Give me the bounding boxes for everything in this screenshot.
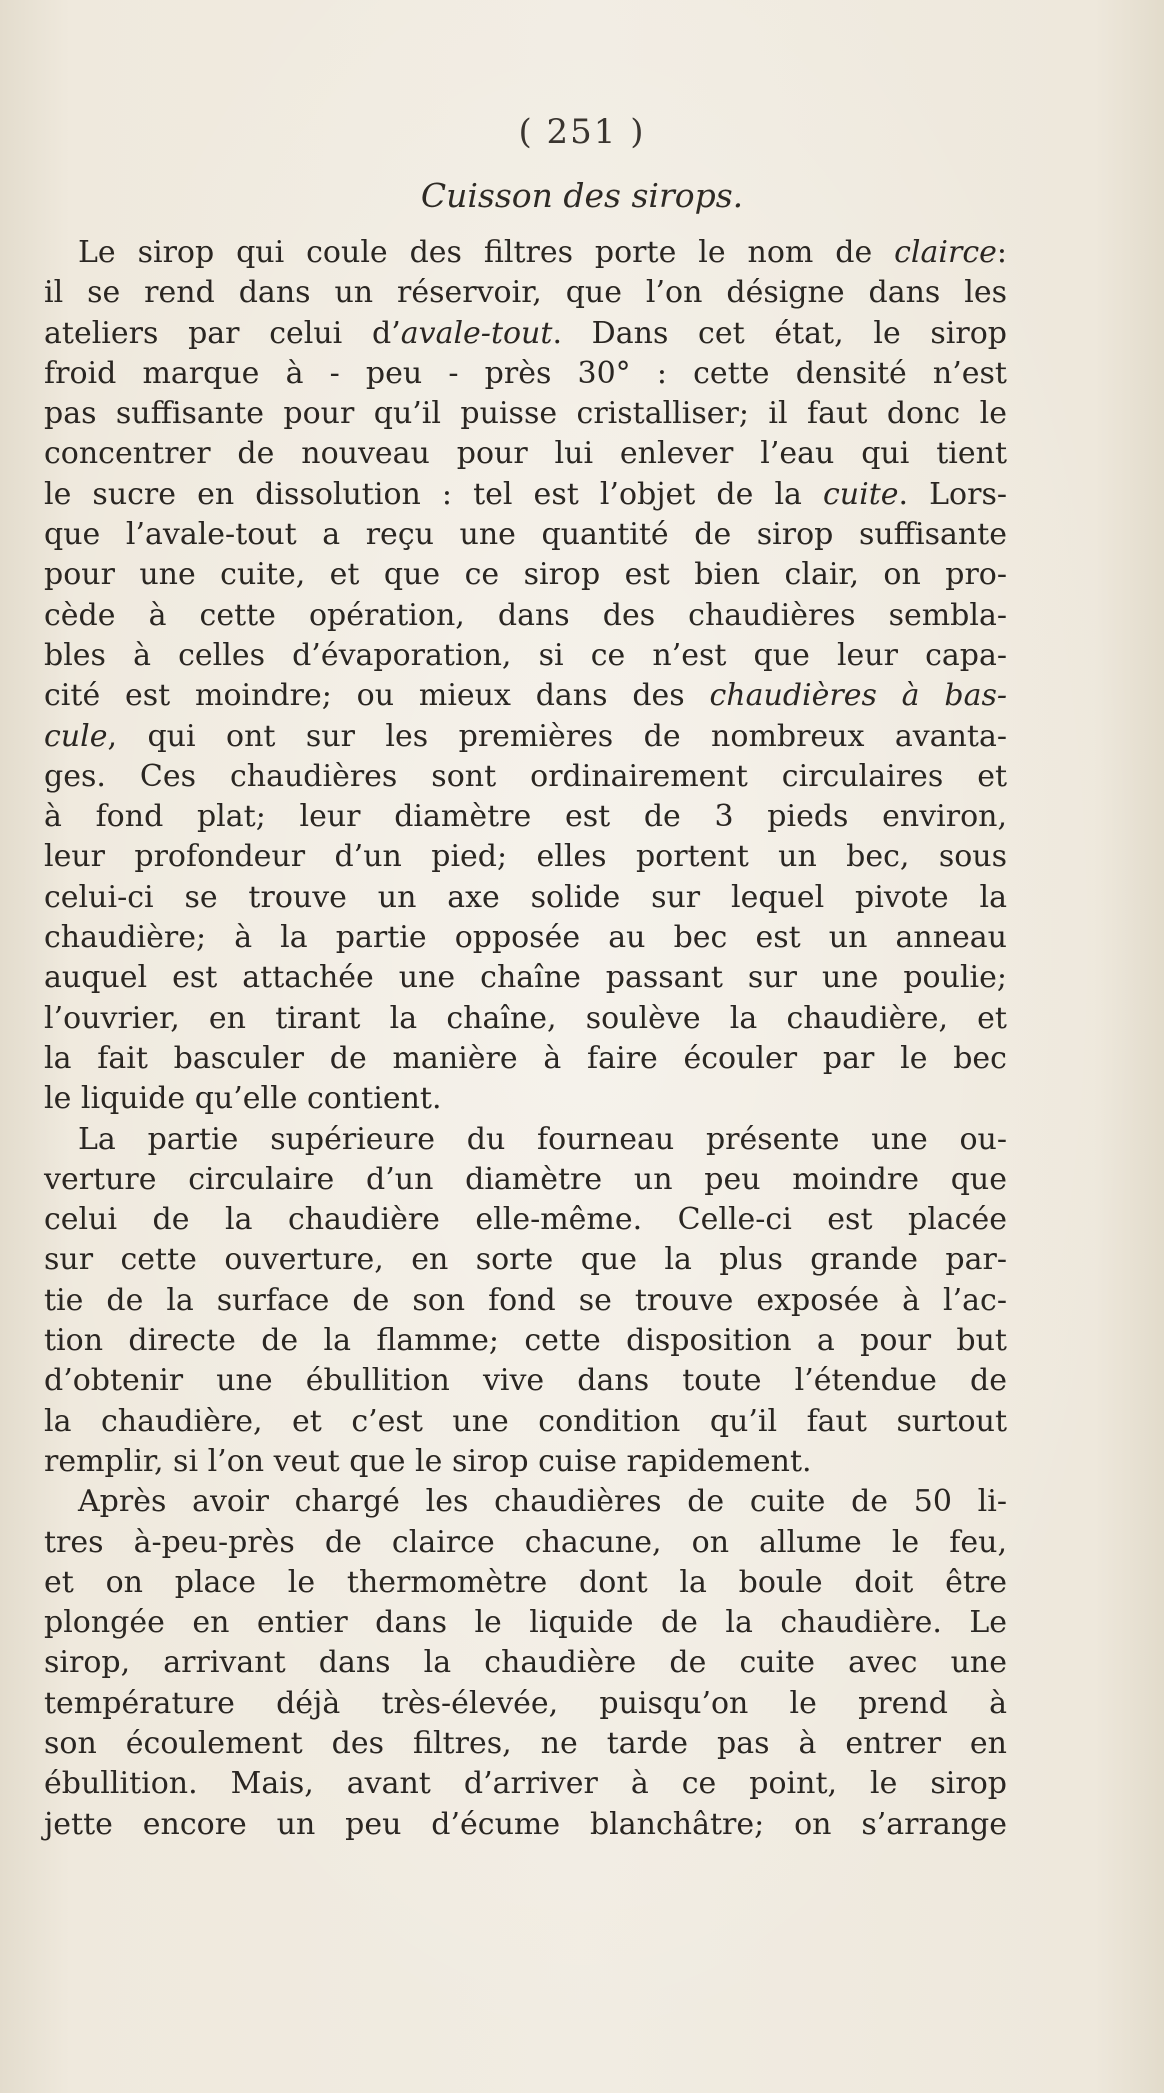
text-line: [44, 1442, 1007, 1482]
text-line: [44, 394, 1007, 434]
text-line: [44, 1079, 1007, 1119]
text-run: . Dans cet état, le sirop: [552, 315, 1007, 351]
text-run: froid marque à - peu - près 30° : cette densité n’est: [44, 355, 1007, 391]
text-line: [44, 797, 1007, 837]
text-line: [44, 1563, 1007, 1603]
page-number: ( 251 ): [518, 112, 646, 152]
text-run: ateliers par celui d’: [44, 315, 401, 351]
section-title: Cuisson des sirops.: [420, 176, 744, 215]
text-run: cité est moindre; ou mieux dans des: [44, 678, 710, 714]
text-line: [44, 434, 1007, 474]
text-run: verture circulaire d’un diamètre un peu moindre que: [44, 1161, 1007, 1197]
text-line: [44, 1643, 1007, 1683]
text-run: il se rend dans un réservoir, que l’on désigne dans les: [44, 275, 1007, 311]
italic-term: cuite: [823, 476, 899, 512]
text-run: tres à-peu-près de clairce chacune, on allume le feu,: [44, 1524, 1007, 1560]
text-line: [44, 1482, 1007, 1522]
text-line: [44, 1402, 1007, 1442]
text-run: celui de la chaudière elle-même. Celle-ci est placée: [44, 1202, 1007, 1238]
text-run: et on place le thermomètre dont la boule doit être: [44, 1564, 1007, 1600]
text-run: bles à celles d’évaporation, si ce n’est que leur capa-: [44, 637, 1007, 673]
text-line: [44, 1200, 1007, 1240]
text-run: sirop, arrivant dans la chaudière de cuite avec une: [44, 1645, 1007, 1681]
text-run: ébullition. Mais, avant d’arriver à ce point, le sirop: [44, 1766, 1007, 1802]
text-run: . Lors-: [898, 476, 1007, 512]
text-run: le liquide qu’elle contient.: [44, 1081, 442, 1117]
text-line: [44, 1039, 1007, 1079]
text-run: concentrer de nouveau pour lui enlever l’eau qui tient: [44, 436, 1007, 472]
text-run: pas suffisante pour qu’il puisse cristalliser; il faut donc le: [44, 396, 1007, 432]
text-run: chaudière; à la partie opposée au bec est un anneau: [44, 920, 1007, 956]
text-run: température déjà très-élevée, puisqu’on le prend à: [44, 1685, 1007, 1721]
text-run: la fait basculer de manière à faire écouler par le bec: [44, 1040, 1007, 1076]
text-line: [44, 1160, 1007, 1200]
text-run: :: [996, 235, 1007, 270]
text-line: [44, 314, 1007, 354]
text-run: tion directe de la flamme; cette disposition a pour but: [44, 1323, 1007, 1359]
text-run: celui-ci se trouve un axe solide sur lequel pivote la: [44, 879, 1007, 915]
italic-term: cule: [44, 718, 108, 754]
text-run: la chaudière, et c’est une condition qu’il faut surtout: [44, 1403, 1007, 1439]
text-line: [44, 555, 1007, 595]
text-run: cède à cette opération, dans des chaudières sembla-: [44, 597, 1007, 633]
text-run: plongée en entier dans le liquide de la chaudière. Le: [44, 1605, 1007, 1641]
italic-term: avale-tout: [400, 315, 553, 351]
text-line: [44, 676, 1007, 716]
text-run: l’ouvrier, en tirant la chaîne, soulève la chaudière, et: [44, 1000, 1007, 1036]
text-run: remplir, si l’on veut que le sirop cuise rapidement.: [44, 1443, 812, 1479]
text-line: [44, 1281, 1007, 1321]
text-line: [44, 1120, 1007, 1160]
text-run: ges. Ces chaudières sont ordinairement circulaires et: [44, 758, 1007, 794]
text-line: [44, 475, 1007, 515]
text-line: [44, 1603, 1007, 1643]
italic-term: chaudières à bas-: [709, 678, 1008, 714]
text-line: [44, 515, 1007, 555]
text-run: jette encore un peu d’écume blanchâtre; on s’arrange: [44, 1806, 1007, 1842]
text-run: à fond plat; leur diamètre est de 3 pieds environ,: [44, 799, 1007, 835]
text-line: [44, 1764, 1007, 1804]
text-line: [44, 1724, 1007, 1764]
text-line: [44, 636, 1007, 676]
text-run: Après avoir chargé les chaudières de cuite de 50 li-: [78, 1484, 1007, 1520]
text-run: tie de la surface de son fond se trouve exposée à l’ac-: [44, 1282, 1007, 1318]
text-line: [44, 596, 1007, 636]
text-run: Le sirop qui coule des filtres porte le nom de: [78, 235, 895, 270]
text-run: sur cette ouverture, en sorte que la plus grande par-: [44, 1242, 1007, 1278]
text-line: [44, 999, 1007, 1039]
text-line: [44, 1684, 1007, 1724]
text-line: [44, 1805, 1007, 1845]
text-line: [44, 233, 1007, 273]
text-line: [44, 1361, 1007, 1401]
text-run: auquel est attachée une chaîne passant sur une poulie;: [44, 960, 1007, 996]
text-line: [44, 837, 1007, 877]
text-line: [44, 1240, 1007, 1280]
text-run: pour une cuite, et que ce sirop est bien clair, on pro-: [44, 557, 1007, 593]
text-line: [44, 958, 1007, 998]
text-line: [44, 717, 1007, 757]
text-line: [44, 757, 1007, 797]
text-run: d’obtenir une ébullition vive dans toute l’étendue de: [44, 1363, 1007, 1399]
body-text: [44, 233, 1007, 1845]
text-run: , qui ont sur les premières de nombreux avanta-: [107, 718, 1007, 754]
text-line: [44, 354, 1007, 394]
italic-term: clairce: [894, 235, 997, 270]
text-line: [44, 1321, 1007, 1361]
text-line: [44, 1523, 1007, 1563]
text-line: [44, 918, 1007, 958]
text-run: La partie supérieure du fourneau présente une ou-: [78, 1121, 1007, 1157]
text-line: [44, 878, 1007, 918]
text-run: leur profondeur d’un pied; elles portent un bec, sous: [44, 839, 1007, 875]
text-run: le sucre en dissolution : tel est l’objet de la: [44, 476, 823, 512]
text-run: que l’avale-tout a reçu une quantité de sirop suffisante: [44, 517, 1007, 553]
text-run: son écoulement des filtres, ne tarde pas à entrer en: [44, 1725, 1007, 1761]
text-line: [44, 273, 1007, 313]
